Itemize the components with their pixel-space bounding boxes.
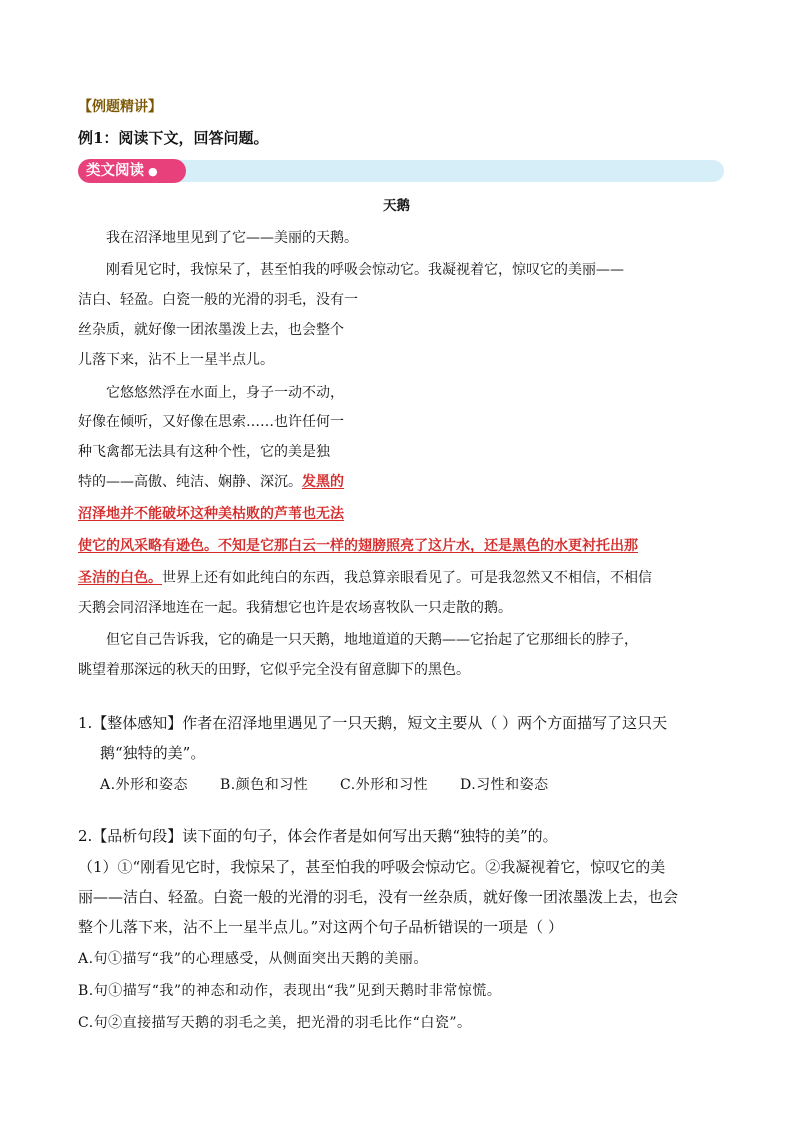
- banner-dot-icon: ●: [148, 165, 158, 178]
- passage-line: 好像在倾听，又好像在思索……也许任何一: [78, 414, 344, 430]
- option-c: C.句②直接描写天鹅的羽毛之美，把光滑的羽毛比作“白瓷”。: [78, 1015, 472, 1031]
- passage-line: 眺望着那深远的秋天的田野，它似乎完全没有留意脚下的黑色。: [78, 662, 470, 678]
- passage-line: [78, 472, 344, 492]
- reading-banner: [78, 160, 724, 182]
- banner-label: 类文阅读: [86, 163, 144, 179]
- highlighted-line: 沼泽地并不能破坏这种美枯败的芦苇也无法: [78, 506, 344, 522]
- example-prompt: 例1：阅读下文，回答问题。: [78, 129, 269, 147]
- option-d: D.习性和姿态: [460, 777, 549, 793]
- highlighted-text: 圣洁的白色。: [78, 570, 162, 586]
- passage-line: [78, 568, 652, 588]
- option-b: B.句①描写“我”的神态和动作，表现出“我”见到天鹅时非常惊慌。: [78, 983, 502, 999]
- question-2-sub: 整个儿落下来，沾不上一星半点儿。”对这两个句子品析错误的一项是（ ）: [78, 918, 563, 936]
- passage-line: 丝杂质，就好像一团浓墨泼上去，也会整个: [78, 322, 344, 338]
- passage-text: 特的——高傲、纯洁、娴静、深沉。: [78, 474, 302, 490]
- option-a: A.句①描写“我”的心理感受，从侧面突出天鹅的美丽。: [78, 951, 428, 967]
- question-2: 2.【品析句段】读下面的句子，体会作者是如何写出天鹅“独特的美”的。: [78, 827, 558, 845]
- question-1: 1.【整体感知】作者在沼泽地里遇见了一只天鹅，短文主要从（ ）两个方面描写了这只天: [78, 714, 668, 732]
- section-header: 【例题精讲】: [78, 99, 162, 115]
- passage-line: 儿落下来，沾不上一星半点儿。: [78, 352, 274, 368]
- highlighted-text: 发黑的: [302, 474, 344, 490]
- highlighted-line: 使它的风采略有逊色。不知是它那白云一样的翅膀照亮了这片水，还是黑色的水更衬托出那: [78, 538, 638, 554]
- passage-text: 世界上还有如此纯白的东西，我总算亲眼看见了。可是我忽然又不相信，不相信: [162, 570, 652, 586]
- passage-line: 天鹅会同沼泽地连在一起。我猜想它也许是农场喜牧队一只走散的鹅。: [78, 600, 512, 616]
- question-2-sub: 丽——洁白、轻盈。白瓷一般的光滑的羽毛，没有一丝杂质，就好像一团浓墨泼上去，也会: [78, 888, 679, 906]
- banner-pill: [78, 159, 186, 183]
- passage-line: 我在沼泽地里见到了它——美丽的天鹅。: [106, 230, 358, 246]
- option-c: C.外形和习性: [340, 777, 429, 793]
- question-1-cont: 鹅“独特的美”。: [100, 744, 206, 762]
- option-b: B.颜色和习性: [220, 777, 309, 793]
- passage-line: 但它自己告诉我，它的确是一只天鹅，地地道道的天鹅——它抬起了它那细长的脖子，: [106, 632, 638, 648]
- passage-line: 它悠悠然浮在水面上，身子一动不动，: [106, 385, 344, 401]
- passage-line: 种飞禽都无法具有这种个性，它的美是独: [78, 444, 330, 460]
- question-2-sub: （1）①“刚看见它时，我惊呆了，甚至怕我的呼吸会惊动它。②我凝视着它，惊叹它的美: [78, 858, 666, 876]
- passage-line: 刚看见它时，我惊呆了，甚至怕我的呼吸会惊动它。我凝视着它，惊叹它的美丽——: [106, 262, 624, 278]
- passage-title: 天鹅: [383, 198, 410, 214]
- option-a: A.外形和姿态: [100, 777, 189, 793]
- passage-line: 洁白、轻盈。白瓷一般的光滑的羽毛，没有一: [78, 292, 358, 308]
